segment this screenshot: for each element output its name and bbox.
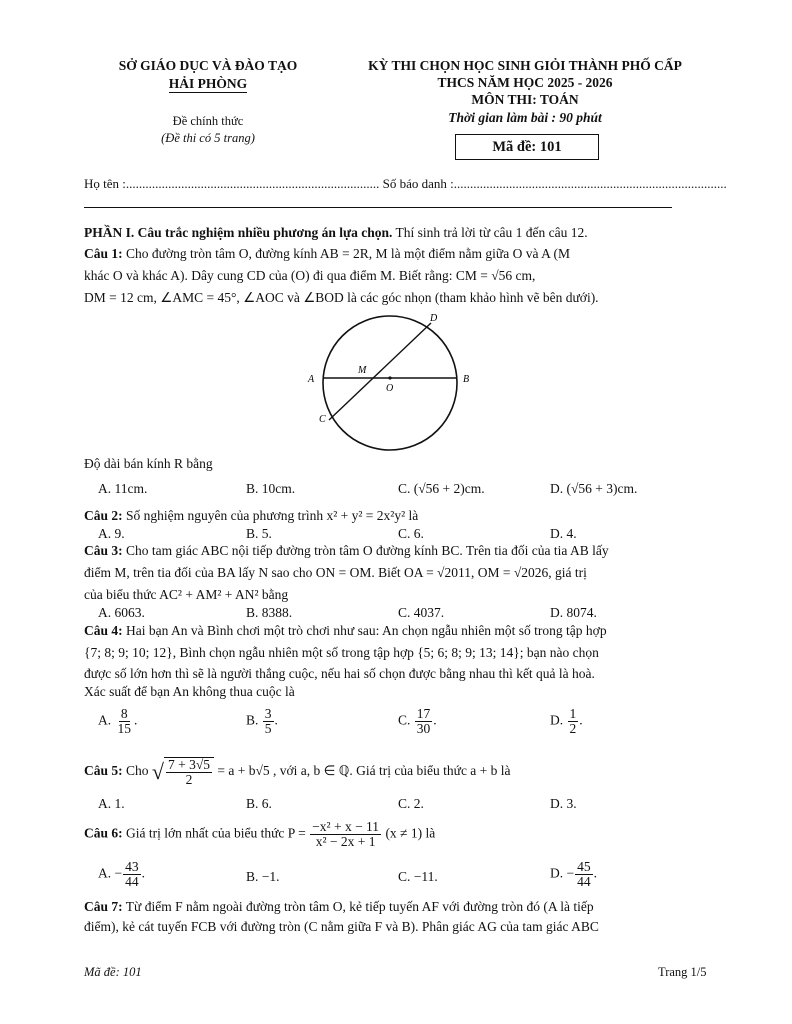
q4-c-letter: C. (398, 712, 411, 728)
q6-a-num: 43 (125, 859, 139, 874)
q5-label: Câu 5: (84, 763, 123, 779)
q7-line1 (84, 899, 594, 915)
q5-option-c[interactable]: C. 2. (398, 796, 424, 811)
q6-a-letter: A. (98, 865, 112, 881)
official-exam-label: Đề chính thức (172, 114, 244, 128)
q1-label: Câu 1: (84, 246, 123, 261)
q6-line (84, 820, 435, 849)
q6-pre: Giá trị lớn nhất của biểu thức P = (122, 825, 310, 841)
q5-option-d[interactable]: D. 3. (550, 796, 577, 811)
label-o: O (386, 383, 394, 394)
q5-post: = a + b√5 , với a, b ∈ ℚ. Giá trị của biểu thức a + b là (214, 763, 511, 779)
q3-option-d[interactable]: D. 8074. (550, 605, 597, 620)
q3-text1: Cho tam giác ABC nội tiếp đường tròn tâm O đường kính BC. Trên tia đối của tia AB lấy (122, 543, 609, 558)
q3-option-c[interactable]: C. 4037. (398, 605, 445, 620)
q4-option-b[interactable]: B. $\frac{3}{5}$ . (246, 706, 278, 736)
q2-option-c[interactable]: C. 6. (398, 526, 424, 541)
department-name: SỞ GIÁO DỤC VÀ ĐÀO TẠO (118, 58, 298, 73)
q5-line (84, 757, 511, 787)
footer-code: Mã đề: 101 (84, 965, 142, 979)
q2-text: Số nghiệm nguyên của phương trình x² + y² = 2x²y² là (122, 508, 419, 523)
center-point (388, 376, 391, 379)
q6-option-b[interactable] (246, 869, 280, 885)
q5-option-a[interactable]: A. 1. (98, 796, 125, 811)
q1-option-c[interactable]: C. (√56 + 2)cm. (398, 481, 485, 496)
q2-option-a[interactable]: A. 9. (98, 526, 125, 541)
q3-line3: của biểu thức AC² + AM² + AN² bằng (84, 587, 289, 602)
q5-rad-den: 2 (185, 772, 193, 787)
q6-b-letter: B. (246, 869, 259, 884)
label-d: D (430, 313, 438, 324)
q6-d-sign: − (566, 865, 575, 881)
q6-frac-num: −x² + x − 11 (312, 819, 380, 834)
section-title: PHẦN I. Câu trắc nghiệm nhiều phương án lựa chọn. (84, 225, 393, 240)
q7-label: Câu 7: (84, 899, 123, 914)
q6-option-a[interactable]: A. − $\frac{43}{44}$ . (98, 859, 145, 889)
subject: MÔN THI: TOÁN (471, 92, 579, 107)
q4-d-letter: D. (550, 712, 564, 728)
q4-option-a[interactable]: A. $\frac{8}{15}$ . (98, 706, 138, 736)
page-count-note: (Đề thi có 5 trang) (161, 131, 255, 145)
name-label: Họ tên : (84, 176, 126, 191)
q7-text1: Từ điểm F nằm ngoài đường tròn tâm O, kẻ tiếp tuyến AF với đường tròn đó (A là tiếp (122, 899, 594, 914)
q1-option-a[interactable]: A. 11cm. (98, 481, 148, 496)
q1-line3: DM = 12 cm, ∠AMC = 45°, ∠AOC và ∠BOD là các góc nhọn (tham khảo hình vẽ bên dưới). (84, 290, 599, 305)
id-dots: .................................................................................... (453, 176, 727, 191)
section-heading (84, 225, 588, 241)
q5-option-b[interactable]: B. 6. (246, 796, 272, 811)
q4-c-num: 17 (416, 706, 431, 721)
q3-label: Câu 3: (84, 543, 123, 558)
city-name (88, 76, 328, 92)
q4-d-den: 2 (569, 721, 577, 736)
chord-cd (329, 323, 431, 420)
sqrt-sign: √ (151, 759, 164, 784)
q6-a-sign: − (114, 865, 123, 881)
time-allowed: Thời gian làm bài : 90 phút (448, 110, 602, 125)
q4-line1 (84, 623, 607, 639)
q6-c-text: −11. (413, 869, 438, 884)
label-c: C (319, 414, 326, 425)
q3-line1 (84, 543, 609, 559)
q2-line (84, 508, 418, 524)
q1-circle-figure (300, 310, 480, 460)
q6-post: (x ≠ 1) là (382, 825, 436, 841)
q4-d-num: 1 (569, 706, 577, 721)
section-instruction: Thí sinh trả lời từ câu 1 đến câu 12. (392, 225, 588, 240)
name-dots: .............................................................................. (125, 176, 380, 191)
q4-c-den: 30 (416, 721, 431, 736)
q3-option-b[interactable]: B. 8388. (246, 605, 293, 620)
city-name-text: HẢI PHÒNG (168, 76, 248, 91)
school-year: THCS NĂM HỌC 2025 - 2026 (437, 75, 613, 90)
q4-option-c[interactable]: C. $\frac{17}{30}$ . (398, 706, 437, 736)
q2-label: Câu 2: (84, 508, 123, 523)
q4-line4: Xác suất để bạn An không thua cuộc là (84, 684, 295, 699)
label-b: B (463, 374, 470, 385)
q4-a-letter: A. (98, 712, 112, 728)
header-divider (84, 207, 672, 208)
q1-line1 (84, 246, 570, 262)
q3-option-a[interactable]: A. 6063. (98, 605, 145, 620)
q4-b-num: 3 (264, 706, 272, 721)
label-a: A (308, 374, 315, 385)
q6-frac-den: x² − 2x + 1 (315, 834, 376, 849)
exam-title: KỲ THI CHỌN HỌC SINH GIỎI THÀNH PHỐ CẤP (368, 58, 682, 73)
q6-b-text: −1. (261, 869, 280, 884)
candidate-info (84, 176, 727, 192)
q4-line3: được số lớn hơn thì sẽ là người thắng cuộc, nếu hai số chọn được bằng nhau thì kết quả là hoà. (84, 666, 595, 681)
q1-line2: khác O và khác A). Dây cung CD của (O) đi qua điểm M. Biết rằng: CM = √56 cm, (84, 268, 536, 283)
q5-rad-num: 7 + 3√5 (167, 757, 211, 772)
q6-d-num: 45 (577, 859, 591, 874)
q3-line2: điểm M, trên tia đối của BA lấy N sao cho ON = OM. Biết OA = √2011, OM = √2026, giá trị (84, 565, 587, 580)
q4-b-letter: B. (246, 712, 259, 728)
q6-d-den: 44 (577, 874, 591, 889)
q1-option-b[interactable]: B. 10cm. (246, 481, 296, 496)
id-label: Số báo danh : (382, 176, 454, 191)
exam-code-box: Mã đề: 101 (455, 134, 599, 160)
q6-option-d[interactable]: D. − $\frac{45}{44}$ . (550, 859, 597, 889)
q6-c-letter: C. (398, 869, 411, 884)
q6-a-den: 44 (125, 874, 139, 889)
q4-text1: Hai bạn An và Bình chơi một trò chơi như sau: An chọn ngẫu nhiên một số trong tập hợp (122, 623, 607, 638)
q1-prompt: Độ dài bán kính R bằng (84, 456, 213, 471)
q1-option-d[interactable]: D. (√56 + 3)cm. (550, 481, 638, 496)
q7-line2: điểm), kẻ cát tuyến FCB với đường tròn (C nằm giữa F và B). Phân giác AG của tam giác ABC (84, 919, 599, 934)
q5-pre: Cho (122, 763, 152, 779)
q4-b-den: 5 (264, 721, 272, 736)
q6-label: Câu 6: (84, 825, 123, 841)
q2-option-b[interactable]: B. 5. (246, 526, 272, 541)
q6-d-letter: D. (550, 865, 564, 881)
label-m: M (358, 365, 367, 376)
q1-text1: Cho đường tròn tâm O, đường kính AB = 2R, M là một điểm nằm giữa O và A (M (122, 246, 570, 261)
footer-page: Trang 1/5 (658, 965, 707, 979)
q4-line2: {7; 8; 9; 10; 12}, Bình chọn ngẫu nhiên một số trong tập hợp {5; 6; 8; 9; 13; 14}; bạn nào chọn (84, 645, 599, 660)
q4-a-den: 15 (117, 721, 131, 736)
q4-option-d[interactable]: D. $\frac{1}{2}$ . (550, 706, 583, 736)
q4-label: Câu 4: (84, 623, 123, 638)
q4-a-num: 8 (120, 706, 128, 721)
q6-option-c[interactable] (398, 869, 438, 885)
q2-option-d[interactable]: D. 4. (550, 526, 577, 541)
